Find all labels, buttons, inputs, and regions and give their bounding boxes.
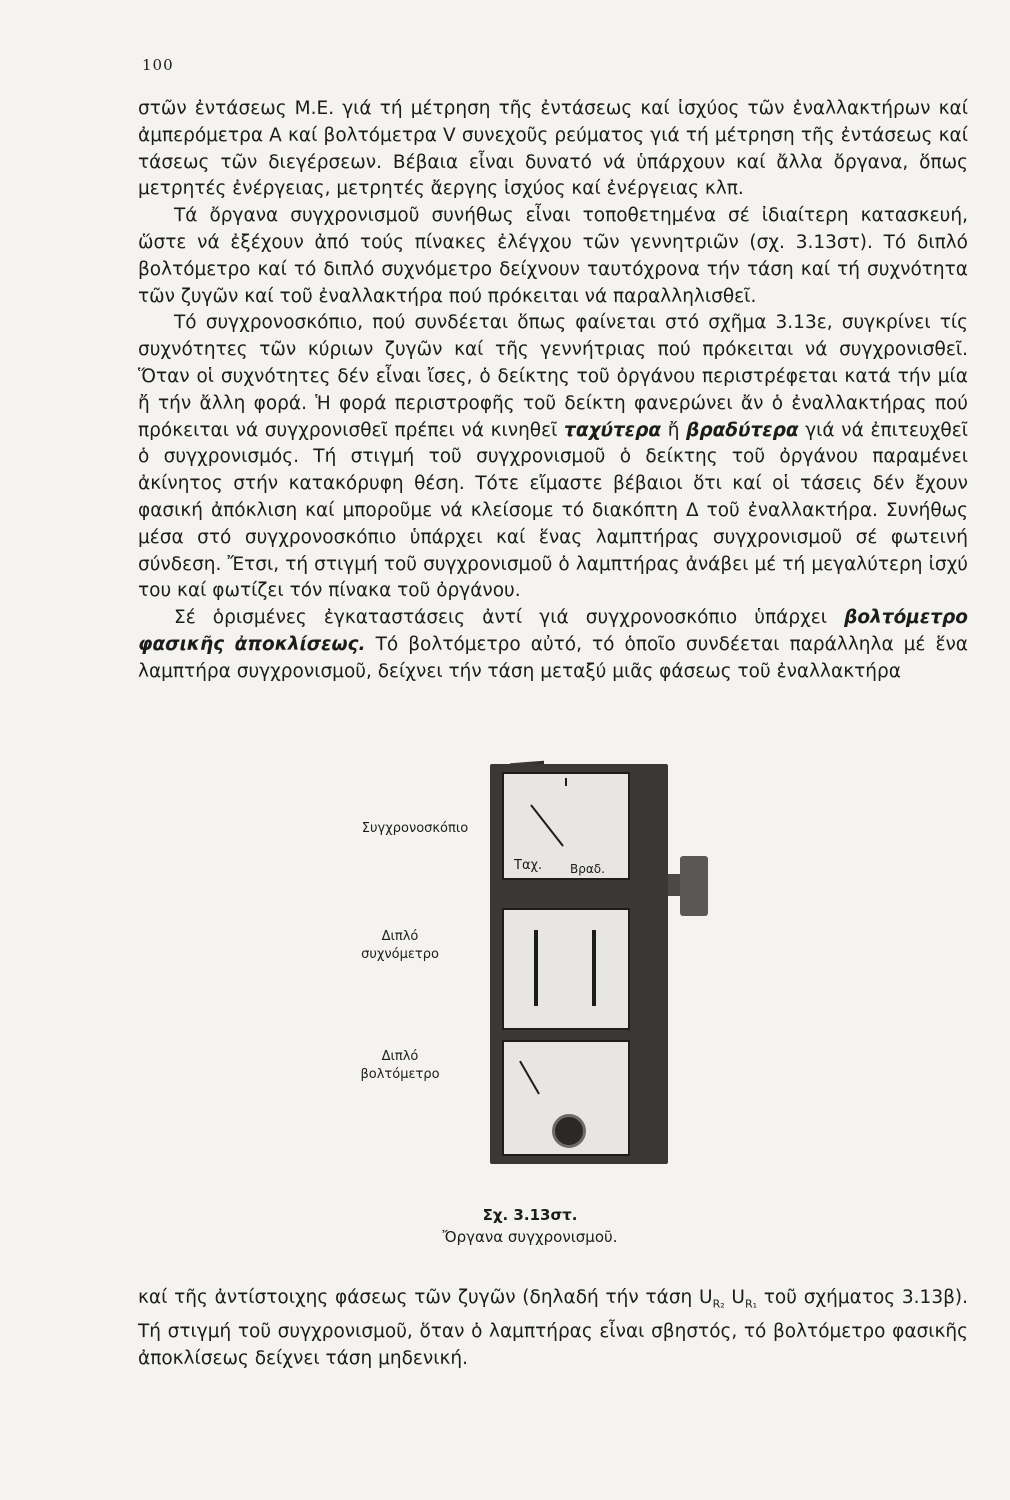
text-part: τοῦ σχήματος 3.13β). Τή στιγμή τοῦ συγχρονισμοῦ, ὅταν ὁ λαμπτήρας εἶναι σβηστός, τό βολτόμετρο φασικῆς ἀποκλίσεως δείχνει τάση μηδενική.: [138, 1287, 968, 1369]
instrument-cabinet: [490, 764, 668, 1164]
figure-caption: [400, 1204, 660, 1248]
double-frequency-meter-face: [502, 908, 630, 1030]
label-double-voltmeter: [340, 1048, 460, 1084]
caption-text: Ὄργανα συγχρονισμοῦ.: [442, 1228, 618, 1246]
label-line: συχνόμετρο: [361, 947, 439, 962]
paragraph-text: Τό βολτόμετρο αὐτό, τό ὁποῖο συνδέεται παράλληλα μέ ἕνα λαμπτήρα συγχρονισμοῦ, δείχνει τήν τάση μεταξύ μιᾶς φάσεως τοῦ ἐναλλακτήρα: [138, 633, 968, 682]
paragraph: [138, 310, 968, 605]
figure-synchronization-instruments: [340, 748, 740, 1168]
paragraph-text: γιά νά ἐπιτευχθεῖ ὁ συγχρονισμός. Τή στιγμή τοῦ συγχρονισμοῦ ὁ δείκτης τοῦ ὀργάνου παραμένει ἀκίνητος στήν κατακόρυφη θέση. Τότε εἴμαστε βέβαιοι ὅτι καί οἱ τάσεις δέν ἔχουν φασική ἀπόκλιση καί μποροῦμε νά κλείσομε τό διακόπτη Δ τοῦ ἐναλλακτήρα. Συνήθως μέσα στό συγχρονοσκόπιο ὑπάρχει καί ἕνας λαμπτήρας συγχρονισμοῦ σέ φωτεινή σύνδεση. Ἔτσι, τή στιγμή τοῦ συγχρονισμοῦ ὁ λαμπτήρας ἀνάβει μέ τή μεγαλύτερη ἰσχύ του καί φωτίζει τόν πίνακα τοῦ ὀργάνου.: [138, 419, 968, 602]
label-double-frequency-meter: [340, 928, 460, 964]
synchroscope-needle: [530, 804, 564, 846]
text-part: καί τῆς ἀντίστοιχης φάσεως τῶν ζυγῶν (δηλαδή τήν τάση U: [138, 1287, 713, 1308]
subscript: R₁: [744, 1297, 758, 1311]
paragraph-text: Σέ ὁρισμένες ἐγκαταστάσεις ἀντί γιά συγχρονοσκόπιο ὑπάρχει: [174, 607, 828, 629]
emphasis-slower: βραδύτερα: [686, 419, 799, 441]
emphasis-phase-voltmeter: βολτόμετρο φασικῆς ἀποκλίσεως.: [138, 607, 968, 655]
label-line: Διπλό: [381, 1049, 419, 1064]
caption-number: Σχ. 3.13στ.: [482, 1206, 578, 1224]
voltmeter-needle: [519, 1061, 540, 1095]
paragraph-text: Τό συγχρονοσκόπιο, πού συνδέεται ὅπως φαίνεται στό σχῆμα 3.13ε, συγκρίνει τίς συχνότητες τῶν κύριων ζυγῶν καί τῆς γεννήτριας πού πρόκειται νά συγχρονισθεῖ. Ὅταν οἱ συχνότητες δέν εἶναι ἴσες, ὁ δείκτης τοῦ ὀργάνου περιστρέφεται κατά τήν μία ἤ τήν ἄλλη φορά. Ἡ φορά περιστροφῆς τοῦ δείκτη φανερώνει ἄν ὁ ἐναλλακτήρας πού πρόκειται νά συγχρονισθεῖ πρέπει νά κινηθεῖ: [138, 312, 968, 441]
frequency-indicator-right: [592, 930, 596, 1006]
page-number: 100: [142, 56, 174, 74]
double-voltmeter-face: [502, 1040, 630, 1156]
frequency-indicator-left: [534, 930, 538, 1006]
paragraph: [138, 605, 968, 685]
label-faster: Ταχ.: [514, 858, 543, 873]
paragraph: Τά ὄργανα συγχρονισμοῦ συνήθως εἶναι τοποθετημένα σέ ἰδιαίτερη κατασκευή, ὥστε νά ἐξέχουν ἀπό τούς πίνακες ἐλέγχου τῶν γεννητριῶν (σχ. 3.13στ). Τό διπλό βολτόμετρο καί τό διπλό συχνόμετρο δείχνουν ταυτόχρονα τήν τάση καί τή συχνότητα τῶν ζυγῶν καί τοῦ ἐναλλακτήρα πού πρόκειται νά παραλληλισθεῖ.: [138, 205, 968, 307]
dial-tick: [565, 778, 567, 786]
body-text: [138, 96, 968, 686]
conjunction: ἤ: [667, 419, 680, 441]
label-synchroscope: Συγχρονοσκόπιο: [361, 821, 469, 836]
label-line: Διπλό: [381, 929, 419, 944]
paragraph: στῶν ἐντάσεως Μ.Ε. γιά τή μέτρηση τῆς ἐντάσεως καί ἰσχύος τῶν ἐναλλακτήρων καί ἀμπερόμετρα Α καί βολτόμετρα V συνεχοῦς ρεύματος γιά τή μέτρηση τῆς ἐντάσεως καί τάσεως τῶν διεγέρσεων. Βέβαια εἶναι δυνατό νά ὑπάρχουν καί ἄλλα ὄργανα, ὅπως μετρητές ἐνέργειας, μετρητές ἄεργης ἰσχύος καί ἐνέργειας κλπ.: [138, 98, 968, 200]
text-part: U: [724, 1287, 745, 1308]
subscript: R₂: [712, 1297, 725, 1311]
bottom-paragraph: [138, 1284, 968, 1372]
emphasis-faster: ταχύτερα: [564, 419, 662, 441]
synchroscope-face: [502, 772, 630, 880]
label-slower: Βραδ.: [570, 862, 605, 876]
adjustment-knob: [552, 1114, 586, 1148]
label-line: βολτόμετρο: [360, 1067, 440, 1082]
